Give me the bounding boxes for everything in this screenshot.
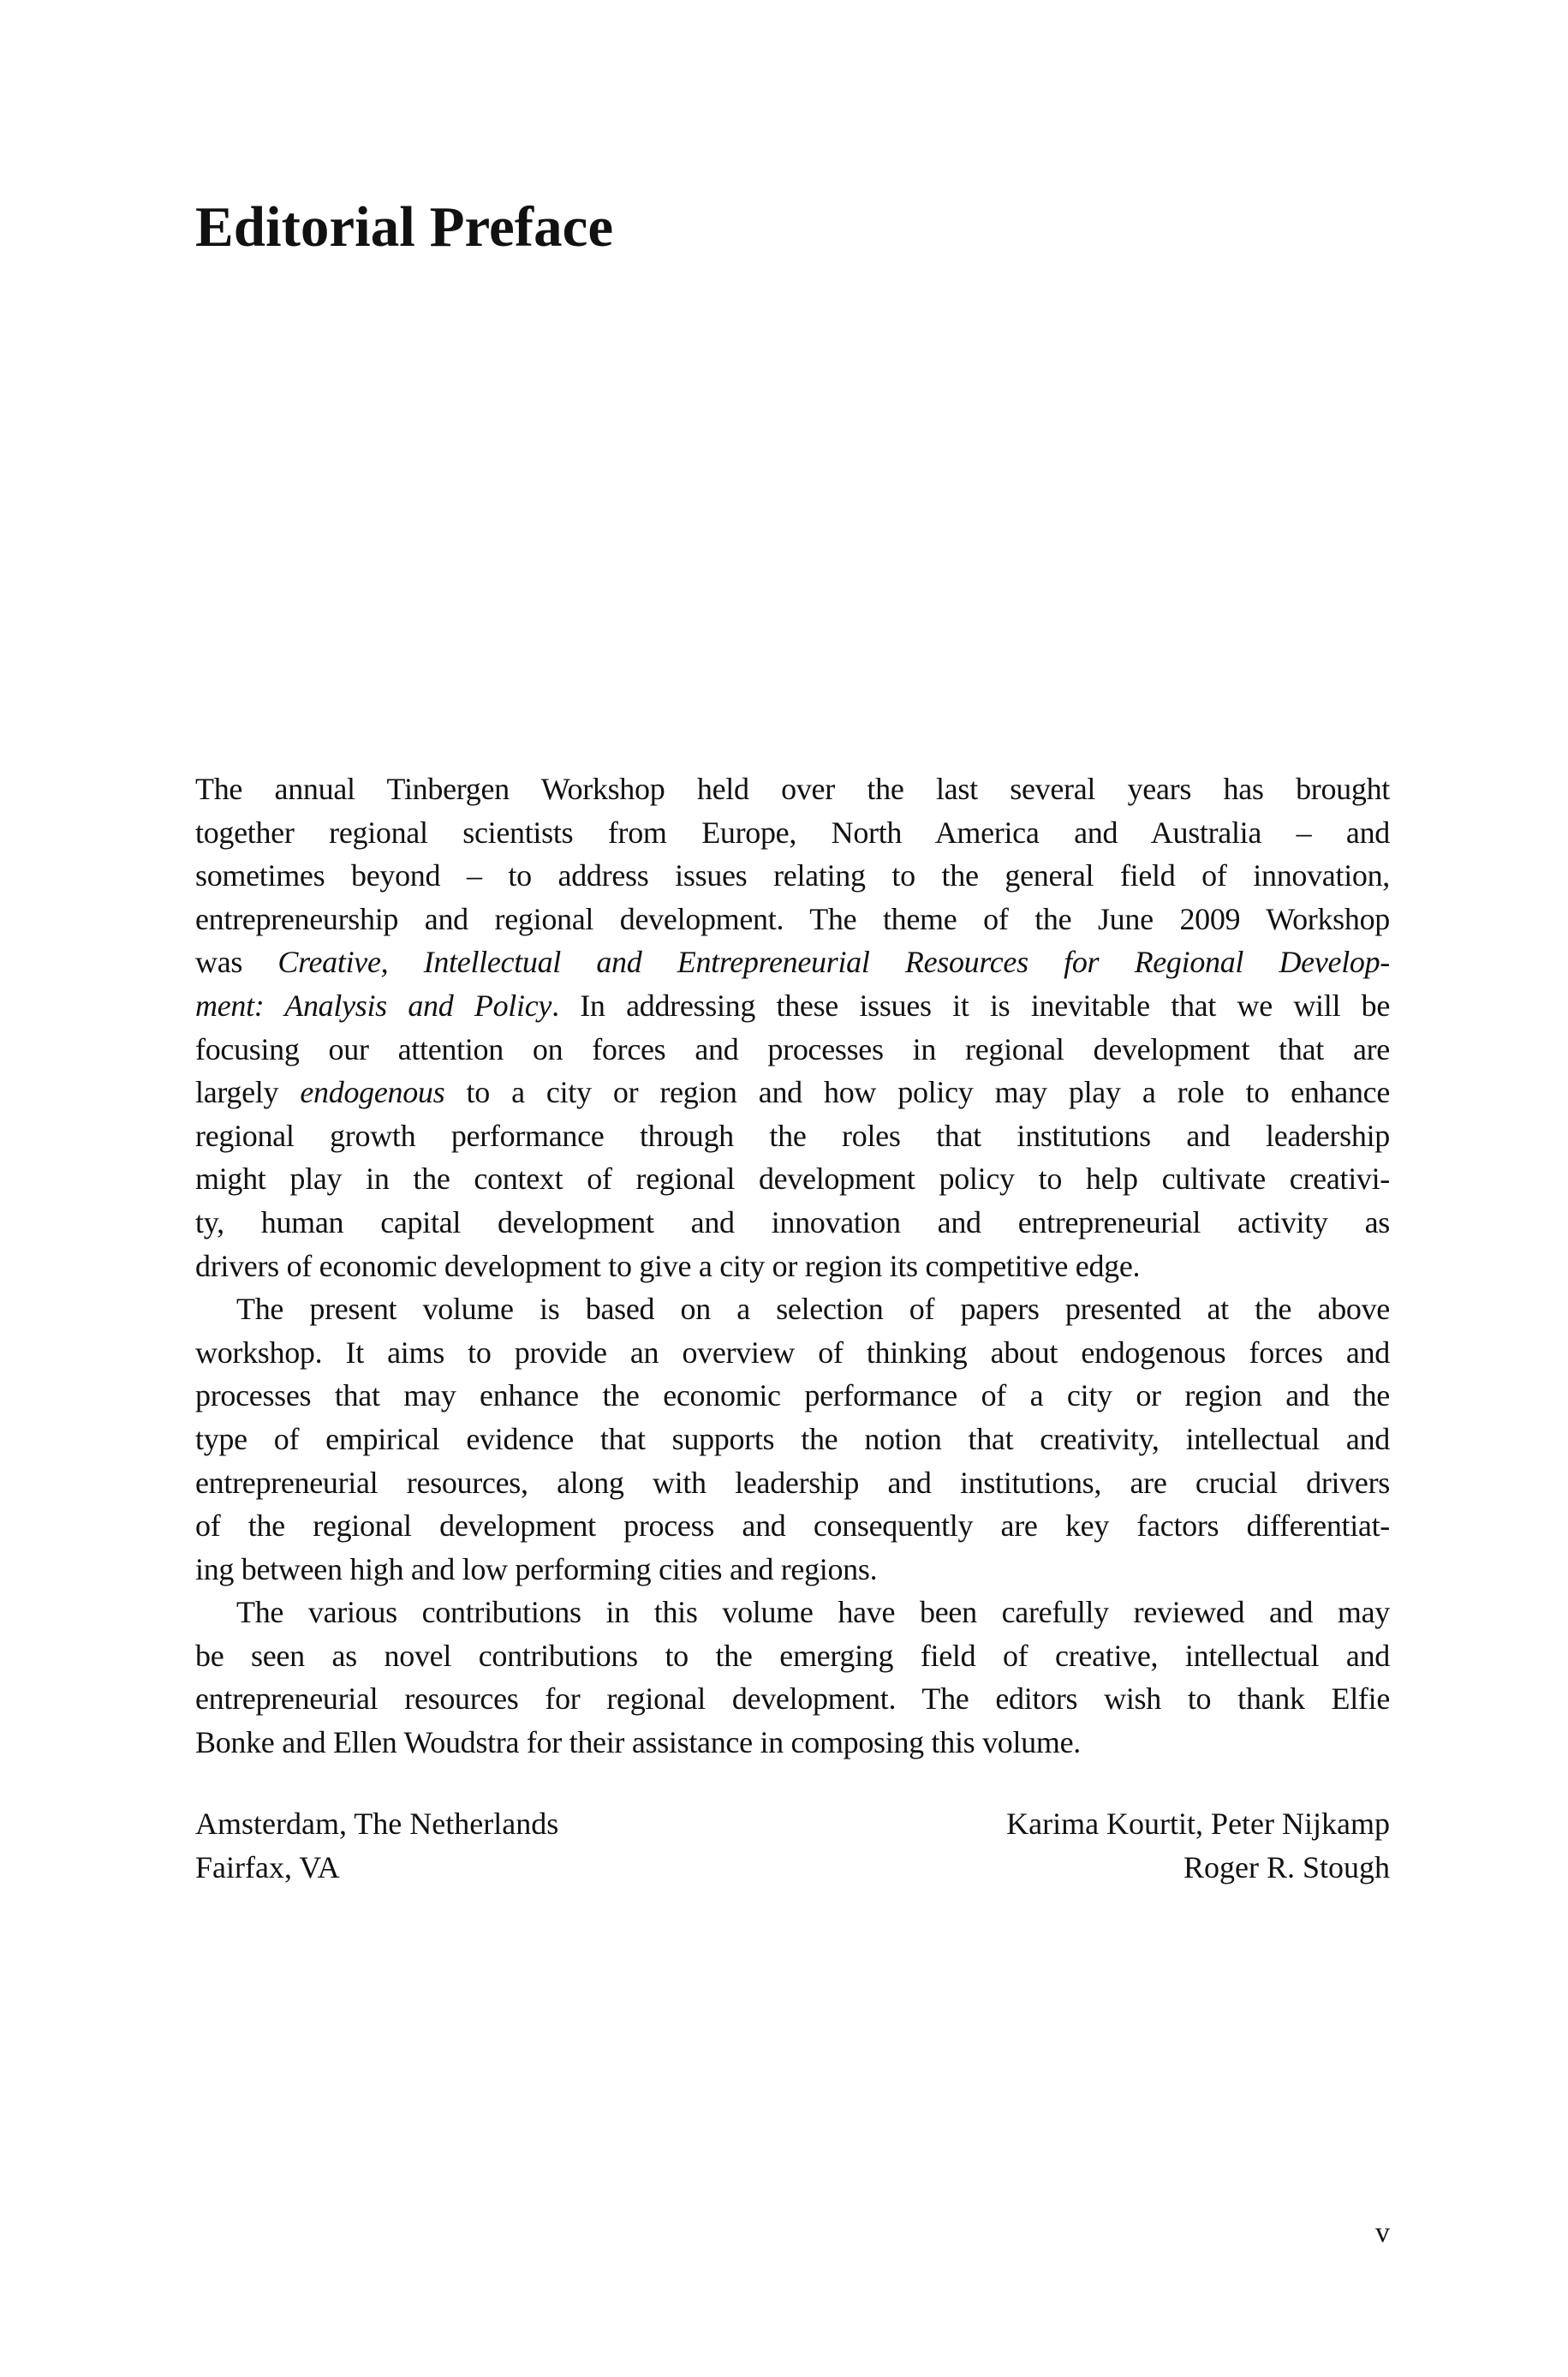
place-amsterdam: Amsterdam, The Netherlands [195,1807,559,1841]
text-segment: might play in the context of regional development policy to help cultivate creativi- [195,1162,1390,1197]
text-line [195,1677,1390,1721]
text-line [195,941,1390,984]
text-line [195,1418,1390,1461]
text-segment: together regional scientists from Europe, North America and Australia – and [195,815,1390,850]
text-segment: type of empirical evidence that supports the notion that creativity, intellectual and [195,1421,1390,1456]
italic-text: endogenous [300,1075,445,1110]
text-segment: . In addressing these issues it is inevitable that we will be [551,988,1390,1023]
text-segment: focusing our attention on forces and processes in regional development that are [195,1031,1390,1066]
text-line [195,1287,1390,1331]
paragraph [195,1591,1390,1764]
text-segment: processes that may enhance the economic performance of a city or region and the [195,1378,1390,1413]
text-segment: workshop. It aims to provide an overview of thinking about endogenous forces and [195,1335,1390,1370]
text-segment: The present volume is based on a selection of papers presented at the above [236,1292,1390,1327]
text-segment: of the regional development process and consequently are key factors differentiat- [195,1508,1390,1544]
text-line [195,1461,1390,1505]
editors-line-2: Roger R. Stough [1183,1849,1390,1884]
text-segment: to a city or region and how policy may play a role to enhance [444,1075,1390,1110]
page-number: v [1375,2217,1390,2249]
text-line [195,1374,1390,1418]
text-line [195,1591,1390,1634]
text-line [195,1721,1390,1765]
paragraph [195,1287,1390,1591]
text-segment: ing between high and low performing cities and regions. [195,1551,878,1586]
text-segment: Bonke and Ellen Woudstra for their assistance in composing this volume. [195,1725,1081,1760]
page-title: Editorial Preface [195,195,614,259]
text-segment: was [195,945,278,980]
place-fairfax: Fairfax, VA [195,1849,340,1884]
italic-text: ment: Analysis and Policy [195,988,552,1023]
signature-row [195,1802,1390,1846]
text-line [195,811,1390,855]
text-segment: largely [195,1075,301,1110]
italic-text: Creative, Intellectual and Entrepreneurial Resources for Regional Develop- [277,945,1390,980]
text-line [195,1201,1390,1245]
preface-body [195,767,1390,1765]
text-segment: entrepreneurial resources for regional development. The editors wish to thank Elfie [195,1681,1390,1717]
text-line [195,1331,1390,1375]
text-segment: The annual Tinbergen Workshop held over the last several years has brought [195,772,1390,806]
text-line [195,1504,1390,1548]
text-segment: ty, human capital development and innovation and entrepreneurial activity as [195,1204,1390,1239]
paragraph [195,767,1390,1287]
text-segment: be seen as novel contributions to the emerging field of creative, intellectual and [195,1638,1390,1673]
editors-line-1: Karima Kourtit, Peter Nijkamp [1006,1807,1390,1841]
text-line [195,1071,1390,1114]
text-line [195,767,1390,811]
text-segment: entrepreneurship and regional development. The theme of the June 2009 Workshop [195,901,1390,936]
text-segment: sometimes beyond – to address issues relating to the general field of innovation, [195,858,1390,893]
text-line [195,1028,1390,1072]
text-line [195,1114,1390,1158]
text-line [195,898,1390,941]
text-line [195,1245,1390,1288]
text-segment: The various contributions in this volume have been carefully reviewed and may [236,1595,1390,1630]
text-line [195,1548,1390,1592]
text-line [195,984,1390,1028]
text-segment: regional growth performance through the roles that institutions and leadership [195,1118,1390,1153]
signature-row [195,1846,1390,1890]
text-segment: drivers of economic development to give a city or region its competitive edge. [195,1248,1141,1283]
signature-block [195,1802,1390,1889]
text-line [195,854,1390,898]
text-segment: entrepreneurial resources, along with leadership and institutions, are crucial drivers [195,1465,1390,1500]
text-line [195,1157,1390,1201]
text-line [195,1634,1390,1678]
